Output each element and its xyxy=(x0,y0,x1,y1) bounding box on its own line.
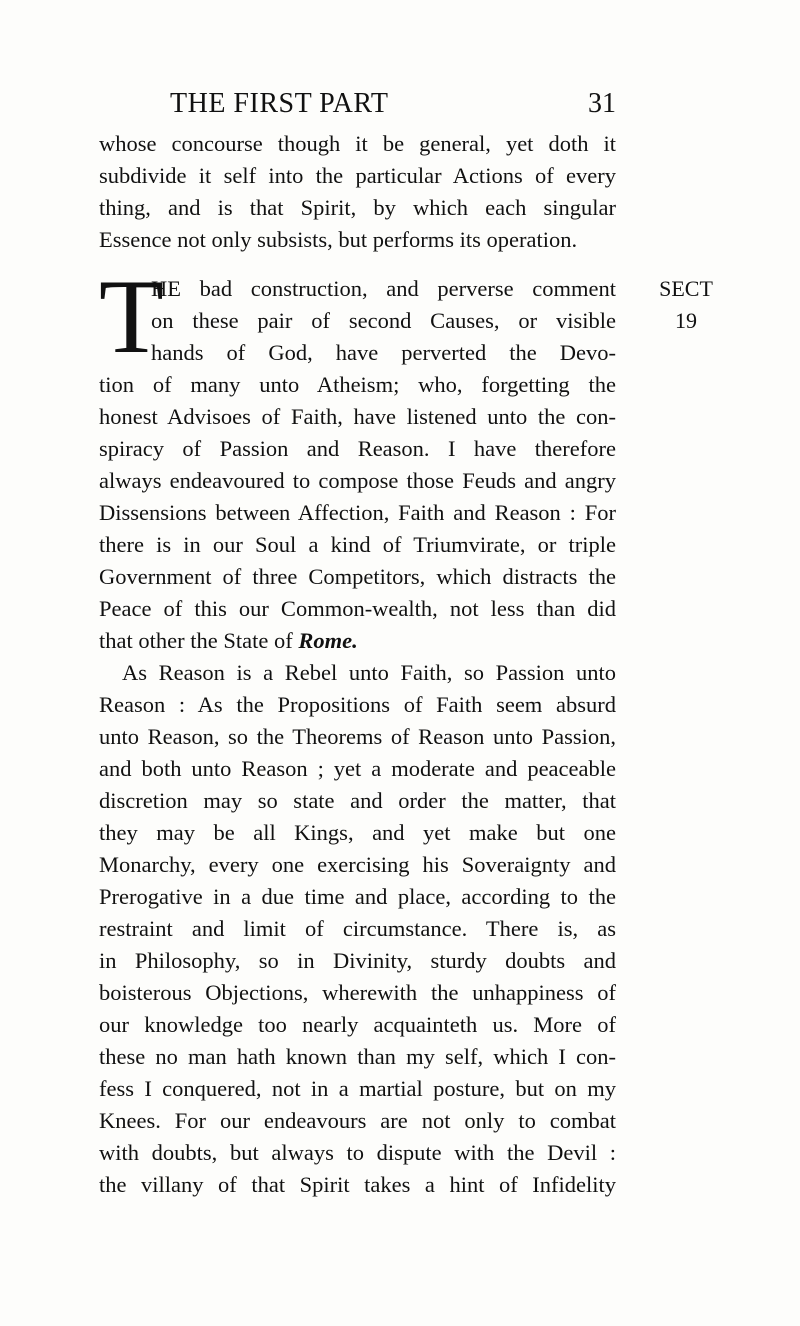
text-line: Peace of this our Common-wealth, not less than did xyxy=(99,596,616,621)
running-head xyxy=(170,88,616,124)
italic-place-name: Rome. xyxy=(298,628,358,653)
text-line: discretion may so state and order the matter, that xyxy=(99,788,616,813)
text-line: tion of many unto Atheism; who, forgetting the xyxy=(99,372,616,397)
text-fragment: that other the State of xyxy=(99,628,299,653)
text-line: Reason : As the Propositions of Faith seem absurd xyxy=(99,692,616,717)
text-line: Prerogative in a due time and place, according to the xyxy=(99,884,616,909)
text-line: Government of three Competitors, which distracts the xyxy=(99,564,616,589)
text-line: Monarchy, every one exercising his Soveraignty and xyxy=(99,852,616,877)
text-line: in Philosophy, so in Divinity, sturdy doubts and xyxy=(99,948,616,973)
text-line: fess I conquered, not in a martial posture, but on my xyxy=(99,1076,616,1101)
text-line: thing, and is that Spirit, by which each singular xyxy=(99,195,616,220)
text-line: there is in our Soul a kind of Triumvirate, or triple xyxy=(99,532,616,557)
text-line: the villany of that Spirit takes a hint of Infidelity xyxy=(99,1172,616,1197)
text-line: As Reason is a Rebel unto Faith, so Passion unto xyxy=(122,660,616,685)
running-title: THE FIRST PART xyxy=(170,88,389,119)
text-line: spiracy of Passion and Reason. I have therefore xyxy=(99,436,616,461)
text-line: whose concourse though it be general, yet doth it xyxy=(99,131,616,156)
drop-cap: T xyxy=(99,258,164,375)
text-line: unto Reason, so the Theorems of Reason unto Passion, xyxy=(99,724,616,749)
section-number: 19 xyxy=(675,308,697,333)
text-line: Essence not only subsists, but performs its operation. xyxy=(99,227,578,252)
text-line: boisterous Objections, wherewith the unhappiness of xyxy=(99,980,616,1005)
section-label: SECT xyxy=(659,276,713,301)
text-line: our knowledge too nearly acquainteth us. More of xyxy=(99,1012,616,1037)
page-number: 31 xyxy=(588,88,616,119)
text-line: honest Advisoes of Faith, have listened unto the con- xyxy=(99,404,616,429)
text-line: and both unto Reason ; yet a moderate and peaceable xyxy=(99,756,616,781)
text-line: Dissensions between Affection, Faith and Reason : For xyxy=(99,500,616,525)
text-line: these no man hath known than my self, which I con- xyxy=(99,1044,616,1069)
text-line: HE bad construction, and perverse comment xyxy=(151,276,616,301)
text-line xyxy=(99,625,616,657)
text-line: with doubts, but always to dispute with the Devil : xyxy=(99,1140,616,1165)
text-line: subdivide it self into the particular Actions of every xyxy=(99,163,616,188)
text-line: on these pair of second Causes, or visible xyxy=(151,308,616,333)
text-line: they may be all Kings, and yet make but one xyxy=(99,820,616,845)
text-line: Knees. For our endeavours are not only to combat xyxy=(99,1108,616,1133)
text-line: hands of God, have perverted the Devo- xyxy=(151,340,616,365)
text-line: restraint and limit of circumstance. There is, as xyxy=(99,916,616,941)
text-line: always endeavoured to compose those Feuds and angry xyxy=(99,468,616,493)
